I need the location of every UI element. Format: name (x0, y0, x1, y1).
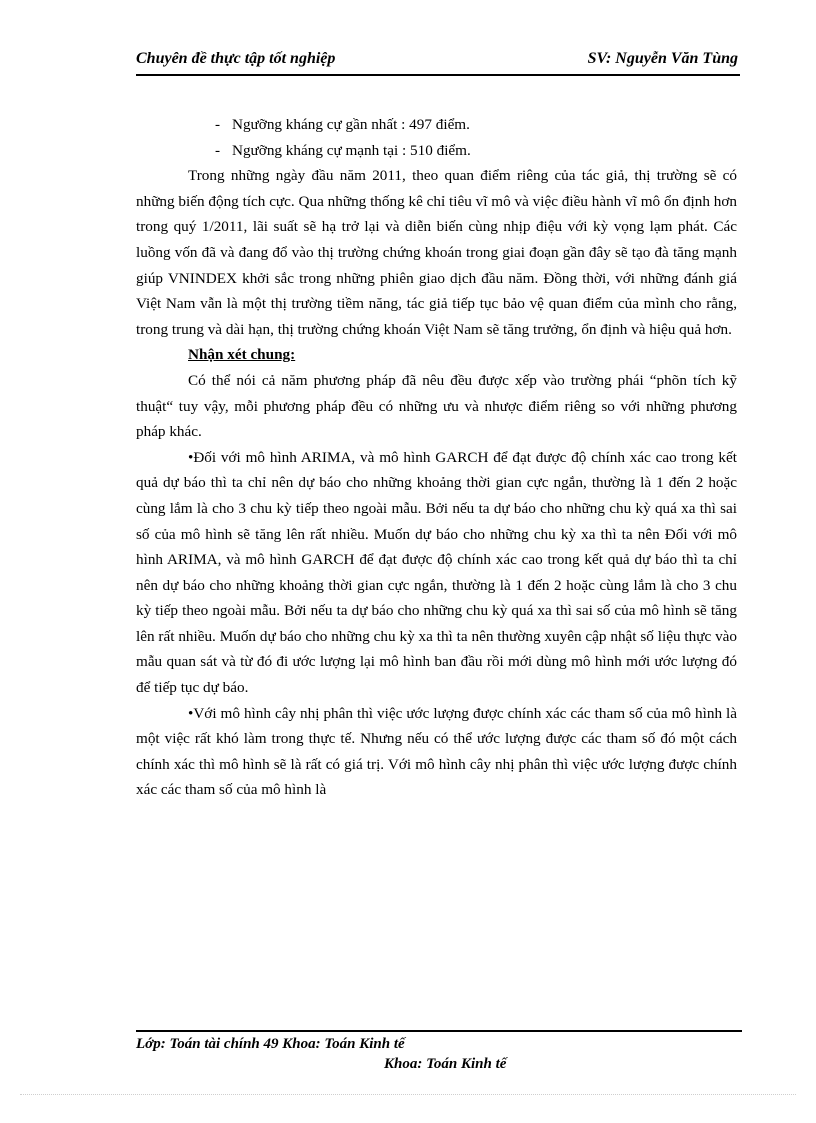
page-edge-divider (20, 1094, 796, 1095)
bullet-text: Ngưỡng kháng cự mạnh tại : 510 điểm. (232, 141, 471, 159)
section-heading: Nhận xét chung: (188, 346, 296, 364)
footer-faculty: Khoa: Toán Kinh tế (384, 1056, 507, 1072)
dash-marker: - (215, 116, 221, 133)
document-body (136, 112, 737, 803)
paragraph-arima-garch: •Đối với mô hình ARIMA, và mô hình GARCH để đạt được độ chính xác cao trong kết quả dự báo thì ta chỉ nên dự báo cho những khoảng thời gian cực ngắn, thường là 1 đến 2 hoặc cùng lắm là cho 3 chu kỳ tiếp theo ngoài mẫu. Bởi nếu ta dự báo cho những chu kỳ quá xa thì sai số của mô hình sẽ tăng lên rất nhiều. Muốn dự báo cho những chu kỳ xa thì ta nên Đối với mô hình ARIMA, và mô hình GARCH để đạt được độ chính xác cao trong kết quả dự báo thì ta chỉ nên dự báo cho những khoảng thời gian cực ngắn, thường là 1 đến 2 hoặc cùng lắm là cho 3 chu kỳ tiếp theo ngoài mẫu. Bởi nếu ta dự báo cho những chu kỳ quá xa thì sai số của mô hình sẽ tăng lên rất nhiều. Muốn dự báo cho những chu kỳ xa thì ta nên thường xuyên cập nhật số liệu thực vào mẫu quan sát và từ đó đi ước lượng lại mô hình ban đầu rồi mới dùng mô hình mới ước lượng đó để tiếp tục dự báo. (136, 448, 737, 697)
bullet-item (136, 138, 737, 164)
bullet-item (136, 112, 737, 138)
paragraph-overview: Có thể nói cả năm phương pháp đã nêu đều được xếp vào trường phái “phõn tích kỹ thuật“ tuy vậy, mỗi phương pháp đều có những ưu và nhược điểm riêng so với những phương pháp khác. (136, 371, 737, 441)
page-header (136, 48, 740, 76)
dash-marker: - (215, 141, 221, 159)
bullet-text: Ngưỡng kháng cự gần nhất : 497 điểm. (232, 116, 470, 133)
header-title: Chuyên đề thực tập tốt nghiệp (136, 50, 336, 67)
paragraph-market-outlook: Trong những ngày đầu năm 2011, theo quan điểm riêng của tác giả, thị trường sẽ có những biến động tích cực. Qua những thống kê chỉ tiêu vĩ mô và việc điều hành vĩ mô ổn định hơn trong quý 1/2011, lãi suất sẽ hạ trở lại và diễn biến cùng nhịp điệu với kỳ vọng lạm phát. Các luồng vốn đã và đang đổ vào thị trường chứng khoán trong giai đoạn gần đây sẽ tạo đà tăng mạnh giúp VNINDEX khởi sắc trong những phiên giao dịch đầu năm. Đồng thời, với những đánh giá Việt Nam vẫn là một thị trường tiềm năng, tác giả tiếp tục bảo vệ quan điểm của mình cho rằng, trong trung và dài hạn, thị trường chứng khoán Việt Nam sẽ tăng trưởng, ổn định và hiệu quả hơn. (136, 167, 737, 338)
paragraph-binomial-tree: •Với mô hình cây nhị phân thì việc ước lượng được chính xác các tham số của mô hình là một việc rất khó làm trong thực tế. Nhưng nếu có thể ước lượng được các tham số đó một cách chính xác thì mô hình sẽ là rất có giá trị. Với mô hình cây nhị phân thì việc ước lượng được chính xác các tham số của mô hình là (136, 704, 737, 799)
header-author: SV: Nguyễn Văn Tùng (587, 50, 738, 67)
footer-class: Lớp: Toán tài chính 49 Khoa: Toán Kinh tế (136, 1036, 405, 1052)
footer-divider (136, 1030, 742, 1032)
